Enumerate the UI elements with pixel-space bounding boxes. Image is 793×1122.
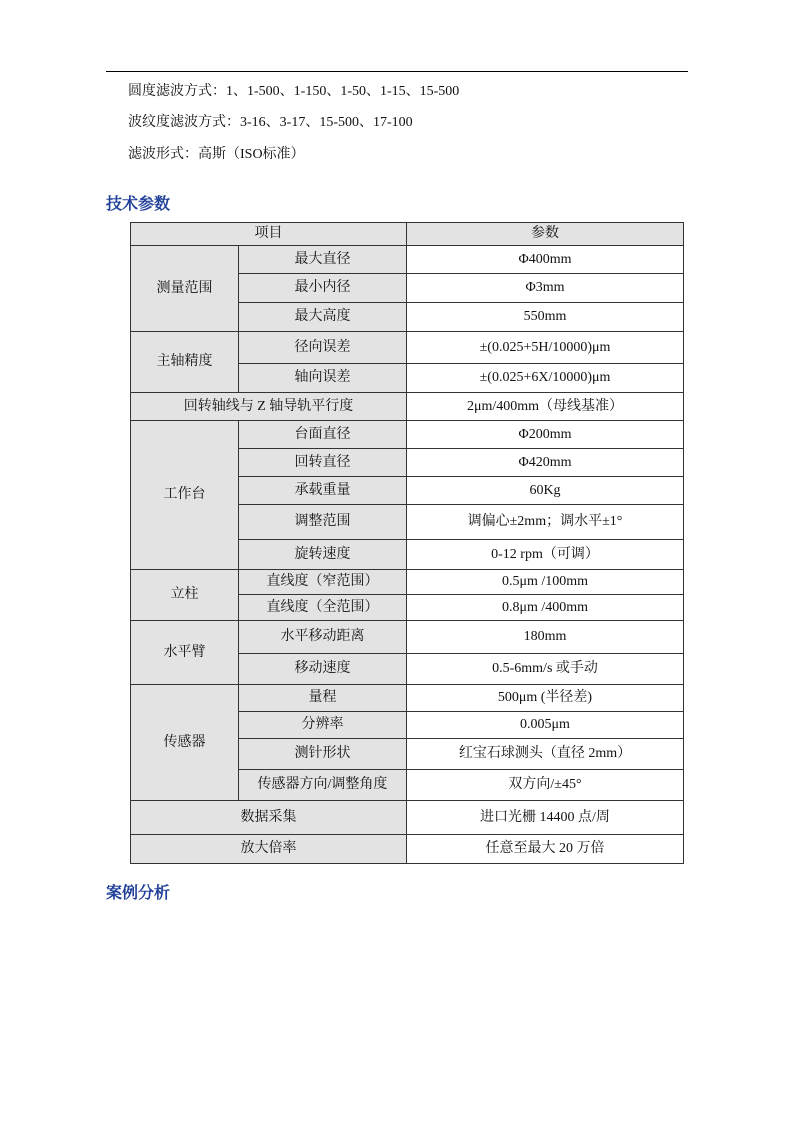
- row-value: 60Kg: [407, 477, 684, 505]
- waviness-filter-text: 波纹度滤波方式：3-16、3-17、15-500、17-100: [128, 115, 413, 130]
- header-rule: [106, 71, 688, 72]
- row-value: Φ400mm: [407, 246, 684, 274]
- row-value: Φ420mm: [407, 449, 684, 477]
- row-label-parallelism: 回转轴线与 Z 轴导轨平行度: [131, 393, 407, 421]
- row-label: 调整范围: [239, 505, 407, 540]
- table-row: [131, 570, 684, 595]
- row-label: 移动速度: [239, 654, 407, 685]
- row-value: 0.5-6mm/s 或手动: [407, 654, 684, 685]
- row-value: 2μm/400mm（母线基准）: [407, 393, 684, 421]
- section-heading-case: 案例分析: [106, 885, 171, 902]
- row-label: 最小内径: [239, 274, 407, 303]
- row-value: ±(0.025+5H/10000)μm: [407, 332, 684, 364]
- row-value: Φ200mm: [407, 421, 684, 449]
- table-row: [131, 421, 684, 449]
- group-measure-range: 测量范围: [131, 246, 239, 332]
- row-value: 0-12 rpm（可调）: [407, 540, 684, 570]
- table-row: [131, 246, 684, 274]
- row-label: 量程: [239, 685, 407, 712]
- group-column: 立柱: [131, 570, 239, 621]
- row-value: 0.5μm /100mm: [407, 570, 684, 595]
- header-param: 参数: [407, 223, 684, 246]
- group-worktable: 工作台: [131, 421, 239, 570]
- row-label: 分辨率: [239, 712, 407, 739]
- table-row: [131, 835, 684, 864]
- row-value: 0.8μm /400mm: [407, 595, 684, 621]
- row-label: 传感器方向/调整角度: [239, 770, 407, 801]
- row-label: 轴向误差: [239, 364, 407, 393]
- row-value: 调偏心±2mm；调水平±1°: [407, 505, 684, 540]
- table-row: [131, 393, 684, 421]
- row-value: 500μm (半径差): [407, 685, 684, 712]
- header-item: 项目: [131, 223, 407, 246]
- row-label: 测针形状: [239, 739, 407, 770]
- filter-type-text: 滤波形式：高斯（ISO标准）: [128, 147, 305, 162]
- row-value: 双方向/±45°: [407, 770, 684, 801]
- row-label: 旋转速度: [239, 540, 407, 570]
- row-label: 水平移动距离: [239, 621, 407, 654]
- group-spindle-accuracy: 主轴精度: [131, 332, 239, 393]
- table-row: [131, 621, 684, 654]
- table-header-row: [131, 223, 684, 246]
- row-label: 最大高度: [239, 303, 407, 332]
- table-row: [131, 332, 684, 364]
- table-row: [131, 801, 684, 835]
- roundness-filter-text: 圆度滤波方式：1、1-500、1-150、1-50、1-15、15-500: [128, 84, 460, 99]
- row-value: 红宝石球测头（直径 2mm）: [407, 739, 684, 770]
- row-value: Φ3mm: [407, 274, 684, 303]
- row-label: 回转直径: [239, 449, 407, 477]
- row-value: 进口光栅 14400 点/周: [407, 801, 684, 835]
- section-heading-tech: 技术参数: [106, 196, 171, 213]
- row-label: 直线度（窄范围）: [239, 570, 407, 595]
- table-row: [131, 685, 684, 712]
- group-sensor: 传感器: [131, 685, 239, 801]
- row-label: 直线度（全范围）: [239, 595, 407, 621]
- group-horizontal-arm: 水平臂: [131, 621, 239, 685]
- row-value: 0.005μm: [407, 712, 684, 739]
- row-label: 台面直径: [239, 421, 407, 449]
- row-value: 180mm: [407, 621, 684, 654]
- row-label: 最大直径: [239, 246, 407, 274]
- row-value: 550mm: [407, 303, 684, 332]
- row-label-magnification: 放大倍率: [131, 835, 407, 864]
- row-label: 径向误差: [239, 332, 407, 364]
- row-label-acquisition: 数据采集: [131, 801, 407, 835]
- row-label: 承载重量: [239, 477, 407, 505]
- row-value: ±(0.025+6X/10000)μm: [407, 364, 684, 393]
- spec-table: [130, 222, 684, 864]
- row-value: 任意至最大 20 万倍: [407, 835, 684, 864]
